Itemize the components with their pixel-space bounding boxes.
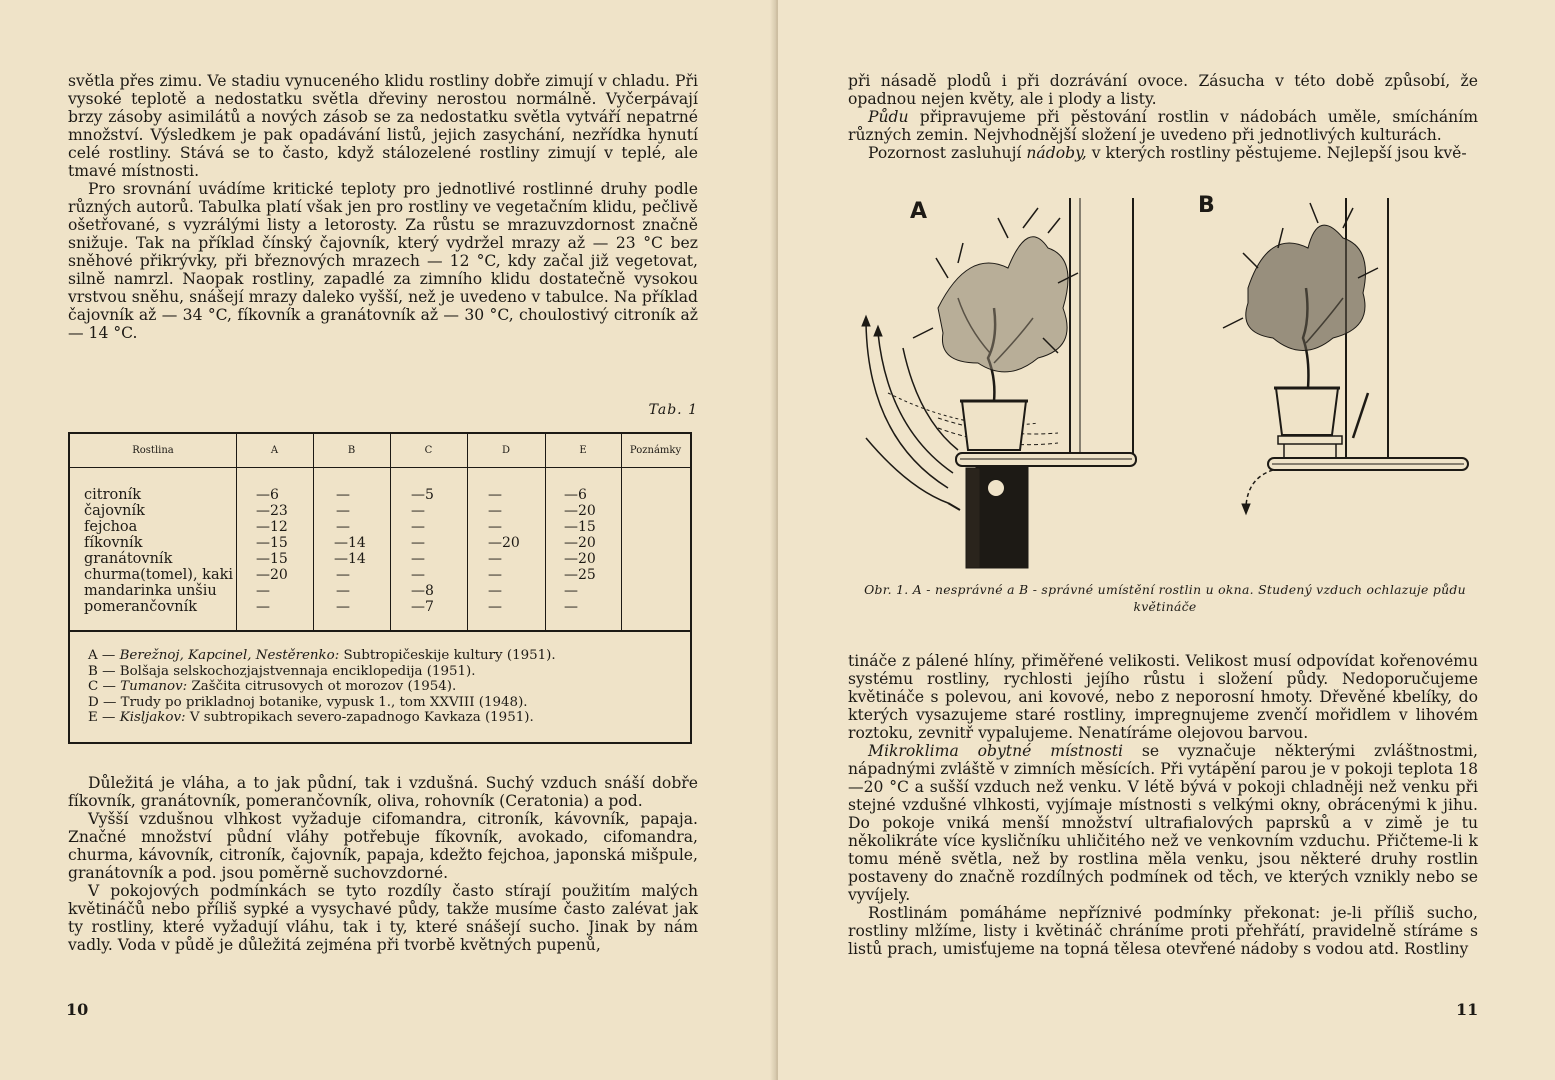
table-cell: — xyxy=(411,551,425,567)
source-line: D — Trudy po prikladnoj botanike, vypusk 1., tom XXVIII (1948). xyxy=(88,694,528,710)
paragraph: světla přes zimu. Ve stadiu vynuceného klidu rostliny dobře zimují v chladu. Při vysoké teplotě a nedostatku světla dřeviny nerostou normálně. Vyčerpávají brzy zásoby asimilátů a nových zásob se za nedostatku světla vytváří nepatrné množství. Výsledkem je pak opadávání listů, jejich zasychání, nezřídka hynutí celé rostliny. Stává se to často, když stálozelené rostliny zimují v teplé, ale tmavé místnosti. xyxy=(68,72,698,180)
right-text-top xyxy=(848,72,1478,162)
column-header: C xyxy=(424,445,433,456)
page-number: 11 xyxy=(1456,1000,1479,1019)
table-cell: — xyxy=(488,583,502,599)
temperature-table xyxy=(68,432,692,744)
table-cell: —20 xyxy=(256,567,288,583)
column-divider xyxy=(621,434,622,630)
figure-label-a: A xyxy=(910,199,928,224)
table-label: Tab. 1 xyxy=(648,402,698,418)
table-cell: — xyxy=(564,599,578,615)
column-header: A xyxy=(270,445,279,456)
table-row: churma(tomel), kaki xyxy=(84,567,234,583)
table-cell: —15 xyxy=(564,519,596,535)
table-header xyxy=(70,434,690,468)
table-cell: —20 xyxy=(564,551,596,567)
table-cell: —12 xyxy=(256,519,288,535)
table-cell: —23 xyxy=(256,503,288,519)
source-line: E — Kisljakov: V subtropikach severo-zapadnogo Kavkaza (1951). xyxy=(88,710,534,726)
source-line: A — Berežnoj, Kapcinel, Nestěrenko: Subtropičeskije kultury (1951). xyxy=(88,648,556,663)
table-cell: — xyxy=(488,551,502,567)
table-row: mandarinka unšiu xyxy=(84,583,217,599)
source-line: C — Tumanov: Zaščita citrusovych ot morozov (1954). xyxy=(88,679,457,695)
paragraph: V pokojových podmínkách se tyto rozdíly často stírají použitím malých květináčů nebo příliš sypké a vysychavé půdy, takže musíme často zalévat jak ty rostliny, které vyžadují vláhu, tak i ty, které snášejí sucho. Jinak by nám vadly. Voda v půdě je důležitá zejména při tvorbě květných pupenů, xyxy=(68,882,698,954)
paragraph: při násadě plodů i při dozrávání ovoce. Zásucha v této době způsobí, že opadnou nejen květy, ale i plody a listy. xyxy=(848,72,1478,108)
right-text-bottom xyxy=(848,652,1478,958)
table-cell: — xyxy=(336,487,350,503)
column-divider xyxy=(313,434,314,630)
table-cell: — xyxy=(336,567,350,583)
column-header: Rostlina xyxy=(132,445,174,456)
paragraph: tináče z pálené hlíny, přiměřené velikosti. Velikost musí odpovídat kořenovému systému rostliny, rychlosti jejího růstu i složení půdy. Nedoporučujeme květináče s polevou, ani kovové, nebo z neporosní hmoty. Dřevěné kbelíky, do kterých vysazujeme staré rostliny, impregnujeme zvenčí mořidlem v lihovém roztoku, zevnitř vypalujeme. Nenatíráme olejovou barvou. xyxy=(848,652,1478,742)
table-cell: —20 xyxy=(488,535,520,551)
table-row: pomerančovník xyxy=(84,599,198,615)
table-divider xyxy=(70,630,690,632)
table-cell: — xyxy=(488,503,502,519)
table-cell: — xyxy=(411,567,425,583)
paragraph: Půdu připravujeme při pěstování rostlin v nádobách uměle, smícháním různých zemin. Nejvhodnější složení je uvedeno při jednotlivých kulturách. xyxy=(848,108,1478,144)
column-header: Poznámky xyxy=(629,445,682,456)
table-cell: —15 xyxy=(256,551,288,567)
table-cell: — xyxy=(488,567,502,583)
panel-b xyxy=(1223,198,1468,514)
page-number: 10 xyxy=(66,1000,89,1019)
table-cell: —20 xyxy=(564,503,596,519)
table-sources xyxy=(88,648,678,726)
table-cell: — xyxy=(488,487,502,503)
panel-a xyxy=(862,198,1136,568)
table-cell: —14 xyxy=(334,551,366,567)
table-cell: —8 xyxy=(411,583,434,599)
table-row: fíkovník xyxy=(84,535,143,551)
table-cell: —20 xyxy=(564,535,596,551)
paragraph: Rostlinám pomáháme nepříznivé podmínky překonat: je-li příliš sucho, rostliny mlžíme, listy i květináč chráníme proti přehřátí, pravidelně stíráme s listů prach, umisťujeme na topná tělesa otevřené nádoby s vodou atd. Rostliny xyxy=(848,904,1478,958)
column-divider xyxy=(390,434,391,630)
table-cell: — xyxy=(564,583,578,599)
table-cell: —6 xyxy=(564,487,587,503)
column-divider xyxy=(545,434,546,630)
right-page xyxy=(778,0,1555,1080)
column-header: E xyxy=(579,445,587,456)
figure-caption: Obr. 1. A - nesprávné a B - správné umístění rostlin u okna. Studený vzduch ochlazuje půdu květináče xyxy=(864,582,1466,614)
table-cell: —6 xyxy=(256,487,279,503)
table-cell: — xyxy=(336,583,350,599)
table-cell: — xyxy=(411,535,425,551)
table-cell: —15 xyxy=(256,535,288,551)
paragraph: Pro srovnání uvádíme kritické teploty pro jednotlivé rostlinné druhy podle různých autorů. Tabulka platí však jen pro rostliny ve vegetačním klidu, pečlivě ošetřované, s vyzrálými listy a letorosty. Za růstu se mrazuvzdornost značně snižuje. Tak na příklad čínský čajovník, který vydržel mrazy až — 23 °C bez sněhové přikrývky, při březnových mrazech — 12 °C, kdy začal již vegetovat, silně namrzl. Naopak rostliny, zapadlé za zimního klidu dostatečně vysokou vrstvou sněhu, snášejí mrazy daleko vyšší, než je uvedeno v tabulce. Na příklad čajovník až — 34 °C, fíkovník a granátovník až — 30 °C, choulostivý citroník až — 14 °C. xyxy=(68,180,698,342)
paragraph: Pozornost zasluhují nádoby, v kterých rostliny pěstujeme. Nejlepší jsou kvě- xyxy=(868,144,1467,162)
left-text-bottom xyxy=(68,774,698,954)
table-cell: — xyxy=(336,503,350,519)
column-header: D xyxy=(501,445,511,456)
table-cell: — xyxy=(336,599,350,615)
table-cell: — xyxy=(488,519,502,535)
table-cell: — xyxy=(256,599,270,615)
table-row: citroník xyxy=(84,487,142,503)
source-line: B — Bolšaja selskochozjajstvennaja enciklopedija (1951). xyxy=(88,663,476,679)
table-row: fejchoa xyxy=(84,519,138,535)
window-plant-illustration xyxy=(848,188,1478,580)
left-text-top xyxy=(68,72,698,342)
table-cell: — xyxy=(411,519,425,535)
table-cell: —7 xyxy=(411,599,434,615)
table-cell: — xyxy=(256,583,270,599)
table-cell: —5 xyxy=(411,487,434,503)
table-cell: — xyxy=(411,503,425,519)
table-row: čajovník xyxy=(84,503,145,519)
column-header: B xyxy=(347,445,356,456)
table-cell: —14 xyxy=(334,535,366,551)
table-cell: —25 xyxy=(564,567,596,583)
table-row: granátovník xyxy=(84,551,173,567)
paragraph: Vyšší vzdušnou vlhkost vyžaduje cifomandra, citroník, kávovník, papaja. Značné množství půdní vláhy potřebuje fíkovník, avokado, cifomandra, churma, kávovník, citroník, čajovník, papaja, kdežto fejchoa, japonská mišpule, granátovník a pod. jsou poměrně suchovzdorné. xyxy=(68,810,698,882)
left-page xyxy=(0,0,776,1080)
table-cell: — xyxy=(336,519,350,535)
column-divider xyxy=(467,434,468,630)
paragraph: Mikroklima obytné místnosti se vyznačuje některými zvláštnostmi, nápadnými zvláště v zimních měsících. Při vytápění parou je v pokoji teplota 18—20 °C a sušší vzduch než venku. V létě bývá v pokoji chladněji než venku při stejné vzdušné vlhkosti, vyjímaje místnosti s velkými okny, obrácenými k jihu. Do pokoje vniká menší množství ultrafialových paprsků a v zimě je tu několikráte více kysličníku uhličitého než ve venkovním vzduchu. Přičteme-li k tomu méně světla, než by rostlina měla venku, jsou některé druhy rostlin postaveny do značně rozdílných podmínek od těch, ve kterých vznikly nebo se vyvíjely. xyxy=(848,742,1478,904)
table-cell: — xyxy=(488,599,502,615)
paragraph: Důležitá je vláha, a to jak půdní, tak i vzdušná. Suchý vzduch snáší dobře fíkovník, granátovník, pomerančovník, oliva, rohovník (Ceratonia) a pod. xyxy=(68,774,698,810)
figure-label-b: B xyxy=(1198,193,1215,218)
column-divider xyxy=(236,434,237,630)
